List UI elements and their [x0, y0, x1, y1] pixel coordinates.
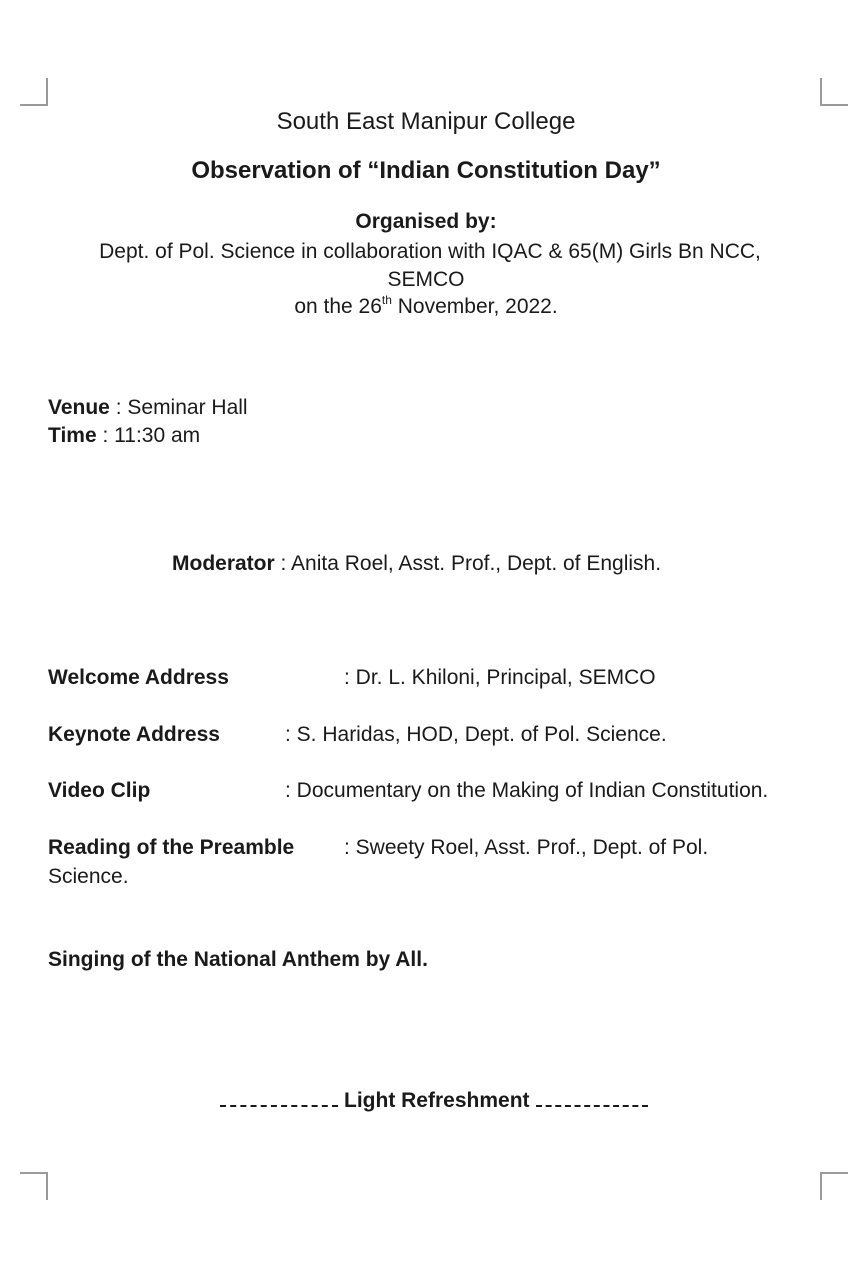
- programme-label-video: Video Clip: [48, 779, 151, 802]
- moderator-label: Moderator: [172, 552, 275, 575]
- venue-line: [48, 396, 248, 420]
- organiser-line-2: SEMCO: [387, 268, 465, 291]
- programme-label-preamble: Reading of the Preamble: [48, 836, 295, 859]
- organised-by-label: Organised by:: [355, 210, 497, 233]
- programme-value-preamble: : Sweety Roel, Asst. Prof., Dept. of Pol.: [344, 836, 709, 859]
- programme-label-keynote: Keynote Address: [48, 723, 220, 746]
- event-date-prefix: on the 26: [294, 295, 382, 318]
- moderator-line: [172, 552, 661, 576]
- venue-value: : Seminar Hall: [109, 396, 248, 419]
- venue-label: Venue: [48, 396, 110, 419]
- programme-value-welcome: : Dr. L. Khiloni, Principal, SEMCO: [344, 666, 656, 689]
- organiser-line-1: Dept. of Pol. Science in collaboration with IQAC & 65(M) Girls Bn NCC,: [99, 240, 761, 263]
- time-label: Time: [48, 424, 97, 447]
- crop-mark-bottom-right: [820, 1172, 848, 1200]
- event-date-ordinal: th: [381, 293, 392, 307]
- moderator-value: : Anita Roel, Asst. Prof., Dept. of English.: [274, 552, 662, 575]
- time-value: : 11:30 am: [96, 424, 201, 447]
- crop-mark-bottom-left: [20, 1172, 48, 1200]
- closing-text: Light Refreshment: [344, 1089, 530, 1112]
- closing-line: [220, 1089, 648, 1113]
- national-anthem-line: Singing of the National Anthem by All.: [48, 948, 428, 971]
- event-title: Observation of “Indian Constitution Day”: [191, 157, 661, 184]
- programme-value-preamble-continued: Science.: [48, 865, 129, 888]
- college-name: South East Manipur College: [276, 108, 576, 135]
- time-line: [48, 424, 200, 448]
- event-date: [0, 295, 852, 319]
- crop-mark-top-right: [820, 78, 848, 106]
- event-date-rest: November, 2022.: [391, 295, 558, 318]
- programme-value-keynote: : S. Haridas, HOD, Dept. of Pol. Science.: [285, 723, 667, 746]
- crop-mark-top-left: [20, 78, 48, 106]
- dashed-rule-right: [536, 1105, 648, 1107]
- programme-value-video: : Documentary on the Making of Indian Constitution.: [285, 779, 769, 802]
- dashed-rule-left: [220, 1105, 338, 1107]
- programme-label-welcome: Welcome Address: [48, 666, 229, 689]
